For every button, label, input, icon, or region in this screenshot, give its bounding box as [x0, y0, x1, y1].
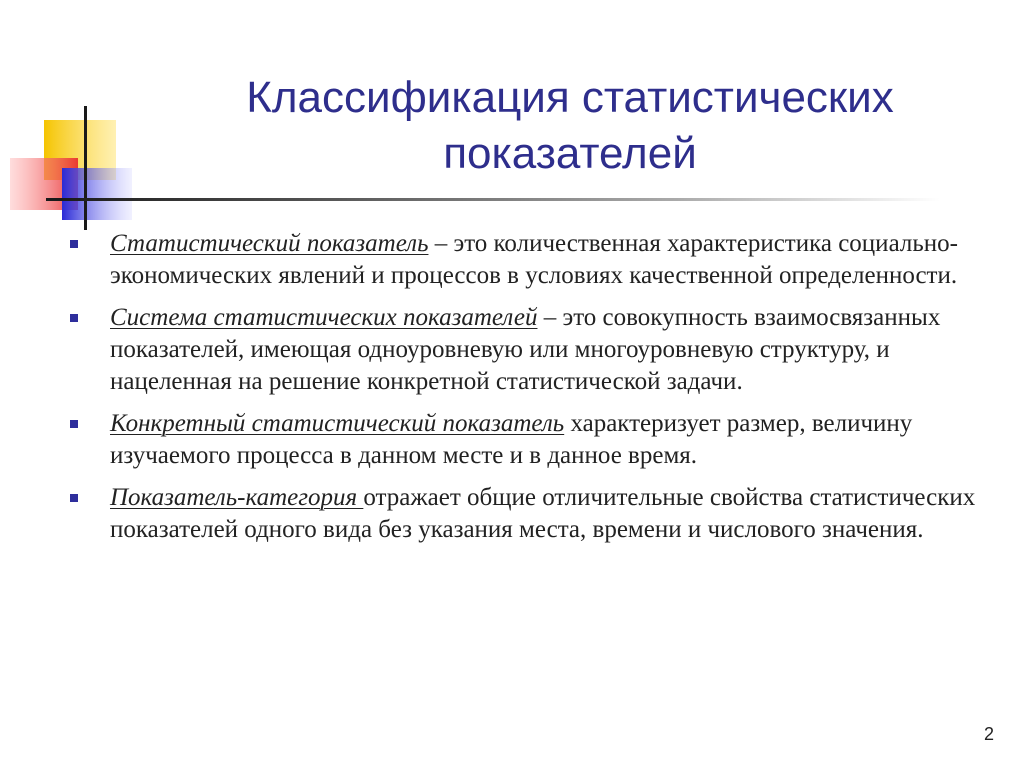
list-item [64, 482, 994, 546]
definition: – это совокупность взаимосвязанных показателей, имеющая одноуровневую или многоуровневую структуру, и нацеленная на решение конкретной статистической задачи. [110, 304, 941, 395]
bullet-list [64, 228, 994, 556]
list-item [64, 228, 994, 292]
page-number: 2 [983, 724, 994, 744]
blue-square [62, 168, 132, 220]
list-item [64, 302, 994, 398]
title-divider-line [60, 198, 940, 201]
term: Статистический показатель [110, 230, 429, 257]
slide-title [180, 70, 960, 182]
definition: отражает общие отличительные свойства статистических показателей одного вида без указания места, времени и числового значения. [110, 484, 976, 543]
term: Показатель-категория [110, 484, 364, 511]
bullet-square-icon [70, 314, 78, 322]
decorative-squares-logo [0, 0, 140, 240]
bullet-square-icon [70, 420, 78, 428]
definition: характеризует размер, величину изучаемого процесса в данном месте и в данное время. [110, 410, 913, 469]
title-line-2: показателей [443, 129, 697, 178]
term: Система статистических показателей [110, 304, 538, 331]
term: Конкретный статистический показатель [110, 410, 565, 437]
bullet-square-icon [70, 494, 78, 502]
definition: – это количественная характеристика социально-экономических явлений и процессов в условиях качественной определенности. [110, 230, 958, 289]
vertical-line [84, 106, 87, 230]
title-line-1: Классификация статистических [246, 73, 894, 122]
bullet-square-icon [70, 240, 78, 248]
list-item [64, 408, 994, 472]
